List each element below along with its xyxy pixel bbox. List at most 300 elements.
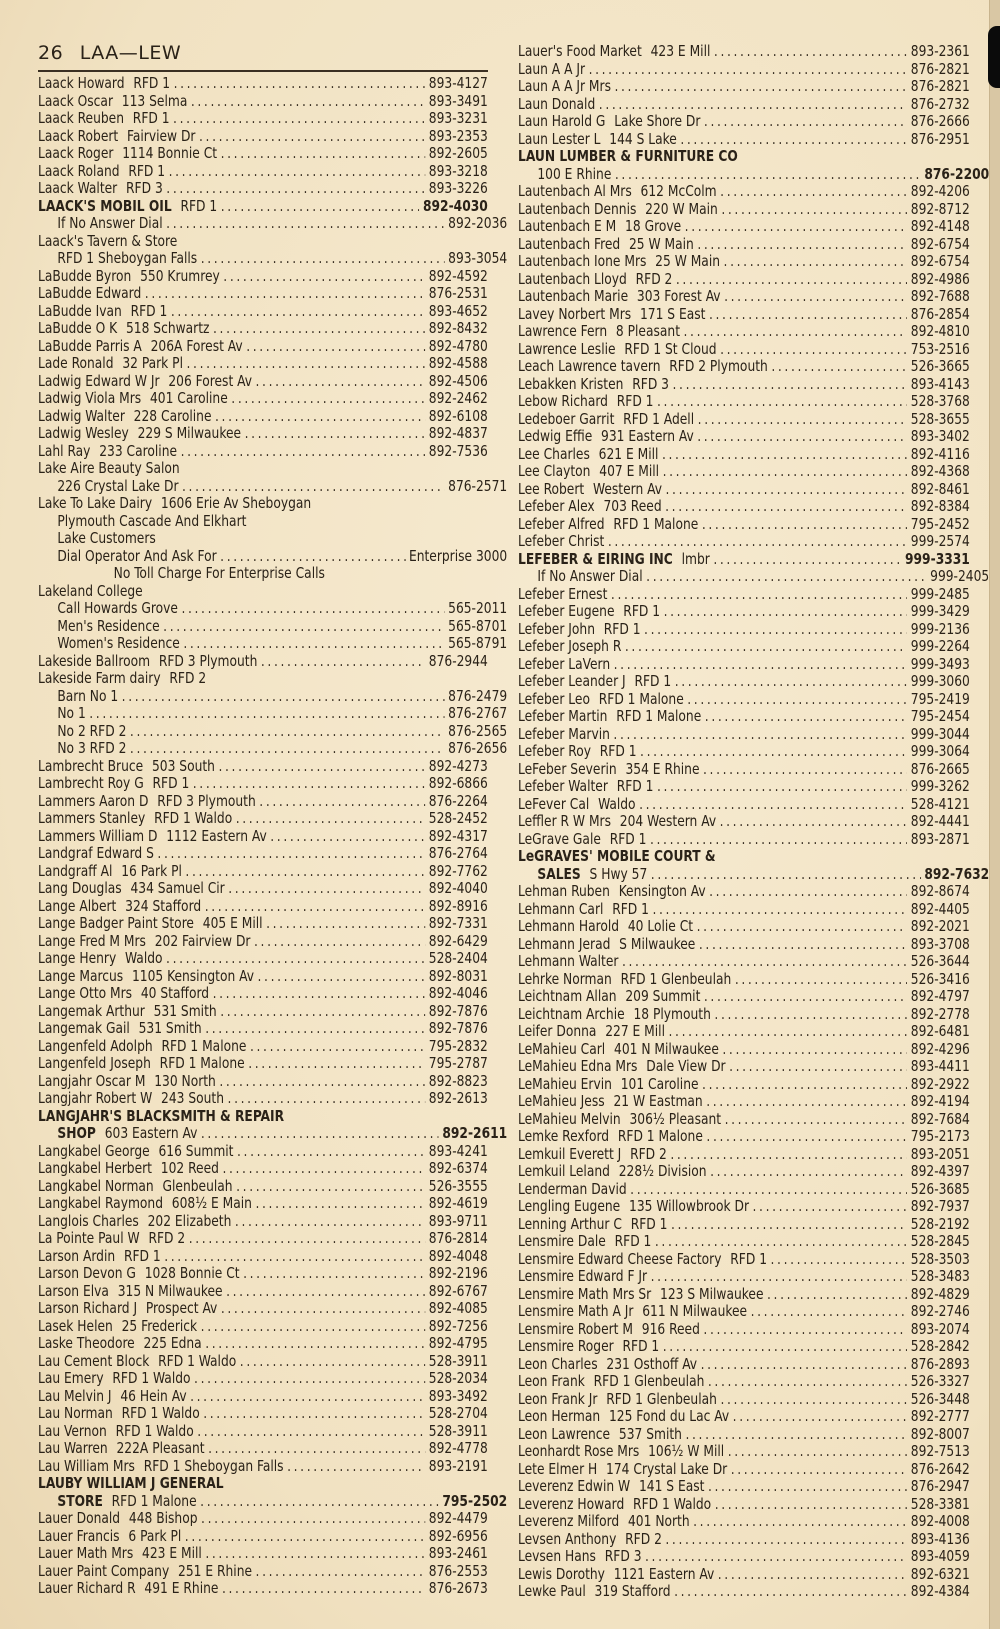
listing-row xyxy=(518,936,970,954)
listing-row xyxy=(38,163,488,181)
leader-dots xyxy=(197,1423,425,1441)
page-range: LAA—LEW xyxy=(79,42,182,64)
listing-phone: 892-4116 xyxy=(910,445,970,463)
listing-phone: 528-3911 xyxy=(428,1422,488,1440)
listing-phone: 893-3054 xyxy=(448,250,508,267)
listing-name: Lawrence Fern xyxy=(518,323,608,340)
leader-dots xyxy=(166,950,425,968)
listing-address: 251 E Rhine xyxy=(178,1562,253,1580)
listing-row xyxy=(518,1111,970,1129)
listing-row xyxy=(518,131,970,149)
listing-name: Laun Harold G xyxy=(518,113,606,130)
listing-name: Laack Robert xyxy=(38,127,119,145)
leader-dots xyxy=(666,481,908,499)
listing-row xyxy=(518,1128,970,1146)
leader-dots xyxy=(665,1531,907,1549)
listing-name: LeMahieu Ervin xyxy=(518,1075,612,1093)
listing-row xyxy=(518,603,970,621)
listing-row xyxy=(518,1146,970,1164)
listing-name: Larson Elva xyxy=(38,1282,109,1300)
listing-row xyxy=(518,1181,970,1199)
listing-name: Langkabel George xyxy=(38,1142,150,1160)
leader-dots xyxy=(613,726,907,744)
listing-phone: 528-2704 xyxy=(428,1405,488,1422)
listing-row xyxy=(518,148,970,166)
listing-address: RFD 1 xyxy=(614,1233,652,1250)
listing-row xyxy=(518,1443,970,1461)
listing-row xyxy=(518,428,970,446)
listing-row xyxy=(518,201,970,219)
leader-dots xyxy=(220,548,405,566)
listing-address: Western Av xyxy=(593,480,663,498)
listing-phone: 892-4441 xyxy=(910,813,970,830)
listing-phone: 892-8461 xyxy=(910,480,970,498)
leader-dots xyxy=(236,810,426,828)
listing-name: Lau Vernon xyxy=(38,1422,107,1440)
listing-name: Lefeber Eugene xyxy=(518,603,615,620)
listing-row xyxy=(38,355,488,373)
listing-phone: 892-4194 xyxy=(910,1093,970,1110)
listing-phone: 893-3492 xyxy=(428,1387,488,1405)
listing-row xyxy=(518,708,970,726)
listing-phone: 892-4085 xyxy=(428,1300,488,1317)
listing-name: Lau Cement Block xyxy=(38,1352,150,1370)
listing-phone: 893-4411 xyxy=(910,1058,970,1075)
leader-dots xyxy=(714,1006,907,1024)
listing-row xyxy=(518,726,970,744)
leader-dots xyxy=(657,393,907,411)
leader-dots xyxy=(201,1510,425,1528)
listing-row xyxy=(518,551,970,569)
leader-dots xyxy=(614,656,908,674)
listing-row xyxy=(518,376,970,394)
leader-dots xyxy=(753,1198,908,1216)
listing-row xyxy=(38,1213,488,1231)
listing-phone: 526-3644 xyxy=(910,953,970,970)
listing-name: Leon Charles xyxy=(518,1355,598,1373)
leader-dots xyxy=(157,845,425,863)
listing-name: Lehrke Norman xyxy=(518,970,612,988)
listing-address: 40 Stafford xyxy=(140,985,210,1002)
leader-dots xyxy=(721,201,907,219)
page-header xyxy=(38,42,488,72)
listing-phone: 892-7688 xyxy=(910,288,970,305)
listing-address: RFD 2 xyxy=(630,1145,667,1163)
listing-address: RFD 1 xyxy=(630,1215,668,1233)
leader-dots xyxy=(703,1321,907,1339)
listing-phone: 526-3555 xyxy=(428,1177,488,1195)
listing-address: 225 Edna xyxy=(143,1335,202,1352)
listing-phone: 892-4778 xyxy=(428,1440,488,1457)
leader-dots xyxy=(221,1300,425,1318)
listing-row xyxy=(38,1108,488,1126)
listing-phone: 876-2893 xyxy=(910,1355,970,1373)
listing-address: 16 Park Pl xyxy=(121,862,182,880)
listing-address: RFD 1 xyxy=(123,1247,161,1265)
listing-row xyxy=(518,1198,970,1216)
listing-phone: 876-2854 xyxy=(910,305,970,323)
listing-phone: 893-9711 xyxy=(428,1212,488,1230)
leader-dots xyxy=(615,166,921,184)
leader-dots xyxy=(145,285,425,303)
listing-phone: 892-4048 xyxy=(428,1247,488,1265)
listing-phone: 892-7632 xyxy=(924,865,990,883)
leader-dots xyxy=(705,708,907,726)
listing-row xyxy=(38,1423,488,1441)
listing-name: No 2 RFD 2 xyxy=(57,722,127,740)
listing-phone: 892-7256 xyxy=(428,1317,488,1335)
listing-name: Larson Devon G xyxy=(38,1265,136,1282)
listing-row xyxy=(518,1478,970,1496)
listing-name: Lambrecht Bruce xyxy=(38,757,144,775)
listing-row xyxy=(518,1251,970,1269)
listing-row xyxy=(518,1408,970,1426)
listing-row xyxy=(518,691,970,709)
listing-phone: 528-3483 xyxy=(910,1268,970,1285)
listing-phone: 876-2732 xyxy=(910,95,970,113)
listing-address: RFD 2 xyxy=(148,1230,186,1247)
listing-row xyxy=(38,390,488,408)
listing-phone: 795-2454 xyxy=(910,708,970,725)
listing-address: RFD 1 xyxy=(130,302,168,320)
listing-phone: 892-8031 xyxy=(428,967,488,985)
leader-dots xyxy=(187,355,426,373)
listing-name: Lautenbach E M xyxy=(518,218,617,235)
listing-address: 1606 Erie Av Sheboygan xyxy=(160,495,312,512)
listing-row xyxy=(38,530,507,548)
listing-row xyxy=(518,393,970,411)
listing-row xyxy=(38,1353,488,1371)
listing-name: Leverenz Edwin W xyxy=(518,1478,631,1495)
listing-phone: 795-2419 xyxy=(910,690,970,708)
listing-name: Ledeboer Garrit xyxy=(518,410,615,428)
listing-address: lmbr xyxy=(681,550,710,568)
listing-phone: 893-3226 xyxy=(428,180,488,197)
listing-phone: 892-7762 xyxy=(428,862,488,880)
listing-name: Langkabel Norman xyxy=(38,1177,154,1195)
listing-phone: 876-2767 xyxy=(448,705,508,722)
listing-address: RFD 1 xyxy=(623,603,661,620)
leader-dots xyxy=(651,1268,908,1286)
leader-dots xyxy=(710,1163,907,1181)
listing-name: Lefeber Martin xyxy=(518,708,608,725)
leader-dots xyxy=(243,1265,425,1283)
listing-name: Lee Clayton xyxy=(518,463,591,480)
listing-name: Lefeber John xyxy=(518,620,595,638)
listing-name: LaBudde Byron xyxy=(38,267,132,285)
listing-name: Lensmire Math A Jr xyxy=(518,1303,634,1320)
listing-phone: 893-4127 xyxy=(428,75,488,92)
leader-dots xyxy=(639,796,907,814)
listing-address: 106½ W Mill xyxy=(648,1443,725,1460)
listing-name: Leffler R W Mrs xyxy=(518,813,611,830)
listing-name: Leifer Donna xyxy=(518,1023,597,1040)
listing-row xyxy=(38,1510,488,1528)
listing-row xyxy=(518,1321,970,1339)
leader-dots xyxy=(722,1041,907,1059)
listing-name: Langkabel Raymond xyxy=(38,1195,164,1212)
listing-phone: 999-3493 xyxy=(910,655,970,673)
listing-address: Dale View Dr xyxy=(646,1058,726,1075)
listing-phone: 876-2665 xyxy=(910,760,970,778)
listing-name: Lauer Paint Company xyxy=(38,1562,170,1580)
listing-address: RFD 3 xyxy=(126,180,163,197)
listing-row xyxy=(518,78,970,96)
binder-hole-icon xyxy=(988,26,1000,88)
listing-name: Lensmire Edward F Jr xyxy=(518,1268,648,1285)
listing-address: 319 Stafford xyxy=(594,1583,671,1600)
leader-dots xyxy=(655,1233,907,1251)
listing-name: Laack's Tavern & Store xyxy=(38,232,178,250)
listing-name: 226 Crystal Lake Dr xyxy=(57,477,179,495)
leader-dots xyxy=(181,600,444,618)
listing-name: Lensmire Dale xyxy=(518,1233,606,1250)
listing-name: Lautenbach Lloyd xyxy=(518,270,627,288)
listing-name: STORE xyxy=(57,1492,103,1510)
listing-address: 102 Reed xyxy=(160,1160,219,1177)
listing-address: RFD 1 Waldo xyxy=(154,810,233,827)
listing-row xyxy=(38,425,488,443)
listing-address: S Milwaukee xyxy=(619,935,696,953)
listing-phone: 565-2011 xyxy=(448,600,508,617)
listing-phone: 892-4030 xyxy=(422,197,488,215)
listing-name: Langkabel Herbert xyxy=(38,1160,152,1177)
listing-name: No Toll Charge For Enterprise Calls xyxy=(113,565,325,582)
listing-phone: 795-2832 xyxy=(428,1037,488,1055)
listing-address: Kensington Av xyxy=(618,883,706,900)
leader-dots xyxy=(599,96,907,114)
listing-phone: 892-6866 xyxy=(428,775,488,792)
listing-address: RFD 1 Malone xyxy=(613,515,699,533)
leader-dots xyxy=(191,93,425,111)
leader-dots xyxy=(270,828,425,846)
listing-row xyxy=(518,516,970,534)
leader-dots xyxy=(199,128,425,146)
listing-phone: 876-2821 xyxy=(910,78,970,95)
listing-phone: 893-4059 xyxy=(910,1548,970,1565)
listing-name: Lange Otto Mrs xyxy=(38,985,133,1002)
listing-name: Lau Warren xyxy=(38,1440,108,1457)
listing-row xyxy=(38,968,488,986)
listing-name: Lautenbach Al Mrs xyxy=(518,183,632,200)
leader-dots xyxy=(706,1128,907,1146)
listing-name: Lammers Stanley xyxy=(38,810,146,827)
listing-name: Langenfeld Adolph xyxy=(38,1037,153,1055)
listing-address: RFD 1 xyxy=(599,743,637,760)
leader-dots xyxy=(614,78,907,96)
leader-dots xyxy=(589,61,908,79)
listing-row xyxy=(38,1143,488,1161)
listing-phone: 892-4829 xyxy=(910,1285,970,1303)
listing-phone: 999-3262 xyxy=(910,778,970,795)
listing-address: 550 Krumrey xyxy=(140,267,220,285)
listing-row xyxy=(38,583,488,601)
leader-dots xyxy=(713,551,901,569)
leader-dots xyxy=(714,43,907,61)
listing-name: LaBudde Ivan xyxy=(38,302,122,320)
listing-address: S Hwy 57 xyxy=(589,865,648,883)
leader-dots xyxy=(130,723,445,741)
listing-phone: 526-3448 xyxy=(910,1390,970,1408)
listing-row xyxy=(38,1563,488,1581)
listing-phone: 892-4619 xyxy=(428,1195,488,1212)
leader-dots xyxy=(718,1566,908,1584)
listing-row xyxy=(38,128,488,146)
listing-name: LaBudde Edward xyxy=(38,285,142,302)
leader-dots xyxy=(256,1563,426,1581)
listing-name: Landgraff Al xyxy=(38,862,113,880)
listing-name: Lau Norman xyxy=(38,1405,113,1422)
listing-phone: 526-3416 xyxy=(910,970,970,988)
listing-phone: 892-6108 xyxy=(428,407,488,425)
listing-name: Lefeber Alex xyxy=(518,498,595,515)
listing-address: 1028 Bonnie Ct xyxy=(144,1265,240,1282)
listing-address: RFD 1 xyxy=(730,1250,767,1268)
listing-phone: 892-4148 xyxy=(910,218,970,235)
listing-name: Levsen Anthony xyxy=(518,1530,617,1548)
listing-phone: 892-6321 xyxy=(910,1565,970,1583)
listing-phone: 892-4837 xyxy=(428,425,488,442)
listing-address: 202 Fairview Dr xyxy=(154,932,251,950)
leader-dots xyxy=(650,831,907,849)
listing-address: RFD 1 Malone xyxy=(617,1128,703,1145)
listing-row xyxy=(518,621,970,639)
listing-address: RFD 3 Plymouth xyxy=(158,652,258,670)
listing-row xyxy=(38,180,488,198)
listing-row xyxy=(38,513,507,531)
listing-address: 130 North xyxy=(154,1072,216,1090)
listing-row xyxy=(518,533,970,551)
listing-phone: 892-2922 xyxy=(910,1075,970,1093)
leader-dots xyxy=(640,743,907,761)
listing-row xyxy=(38,670,488,688)
listing-row xyxy=(38,950,488,968)
listing-phone: 893-4652 xyxy=(428,302,488,320)
listing-address: 621 E Mill xyxy=(598,445,659,463)
listing-name: Lehmann Walter xyxy=(518,953,619,970)
listing-phone: 876-2944 xyxy=(428,652,488,670)
listing-address: 25 Frederick xyxy=(121,1317,198,1335)
listing-phone: 876-2764 xyxy=(428,845,488,862)
listing-row xyxy=(38,1440,488,1458)
leader-dots xyxy=(699,936,907,954)
listing-phone: 892-2613 xyxy=(428,1090,488,1107)
listing-name: Lange Marcus xyxy=(38,967,124,985)
leader-dots xyxy=(767,1286,907,1304)
listing-name: Lauer's Food Market xyxy=(518,43,642,60)
listing-address: 611 N Milwaukee xyxy=(642,1303,748,1320)
listing-row xyxy=(518,218,970,236)
listing-phone: 528-3768 xyxy=(910,393,970,410)
leader-dots xyxy=(687,691,907,709)
listing-phone: 892-4008 xyxy=(910,1513,970,1530)
listing-row xyxy=(38,723,507,741)
listing-row xyxy=(518,341,970,359)
page-edge xyxy=(989,0,1000,1629)
leader-dots xyxy=(715,1496,908,1514)
listing-phone: 892-4368 xyxy=(910,463,970,480)
listing-address: 503 South xyxy=(151,757,215,775)
leader-dots xyxy=(702,516,907,534)
listing-phone: 893-3231 xyxy=(428,110,488,127)
listing-row xyxy=(38,1318,488,1336)
listing-row xyxy=(518,761,970,779)
listing-phone: 893-2353 xyxy=(428,127,488,145)
listing-row xyxy=(518,306,970,324)
leader-dots xyxy=(220,1003,425,1021)
listing-phone: 893-2461 xyxy=(428,1545,488,1562)
listing-name: Lau Emery xyxy=(38,1370,104,1387)
listing-name: LeFever Cal xyxy=(518,795,590,813)
leader-dots xyxy=(189,1230,426,1248)
listing-row xyxy=(518,971,970,989)
leader-dots xyxy=(183,635,444,653)
listing-phone: 892-6481 xyxy=(910,1023,970,1040)
listing-name: Larson Richard J xyxy=(38,1300,138,1317)
listing-row xyxy=(518,446,970,464)
listing-phone: 892-4506 xyxy=(428,372,488,390)
leader-dots xyxy=(709,883,907,901)
listing-address: 491 E Rhine xyxy=(144,1580,219,1597)
listing-address: 18 Grove xyxy=(625,218,682,235)
leader-dots xyxy=(657,778,907,796)
listing-row xyxy=(38,1090,488,1108)
listing-address: 40 Lolie Ct xyxy=(627,918,694,935)
leader-dots xyxy=(701,1356,908,1374)
listing-phone: 753-2516 xyxy=(910,340,970,358)
listing-phone: 892-4405 xyxy=(910,900,970,918)
listing-row xyxy=(38,618,507,636)
leader-dots xyxy=(663,463,908,481)
listing-row xyxy=(38,460,488,478)
listing-address: 6 Park Pl xyxy=(128,1527,182,1545)
listing-name: Laack Howard xyxy=(38,75,125,92)
listing-phone: 892-4296 xyxy=(910,1040,970,1058)
listing-phone: 528-4121 xyxy=(910,795,970,813)
listing-phone: 999-3331 xyxy=(904,550,970,568)
listing-address: RFD 1 Waldo xyxy=(633,1495,712,1513)
listing-row xyxy=(518,901,970,919)
listing-row xyxy=(38,320,488,338)
listing-phone: 999-2264 xyxy=(910,638,970,655)
leader-dots xyxy=(185,863,425,881)
leader-dots xyxy=(675,673,908,691)
listing-phone: 876-2553 xyxy=(428,1562,488,1580)
leader-dots xyxy=(729,1058,907,1076)
listing-phone: 528-2842 xyxy=(910,1338,970,1355)
listing-row xyxy=(518,1373,970,1391)
listing-address: 228 Caroline xyxy=(133,407,212,425)
leader-dots xyxy=(644,621,907,639)
listing-phone: 893-2074 xyxy=(910,1320,970,1338)
listing-phone: 893-2051 xyxy=(910,1145,970,1163)
listing-address: 608½ E Main xyxy=(171,1195,252,1212)
listing-name: Lefeber Marvin xyxy=(518,725,610,743)
listing-address: RFD 1 xyxy=(152,775,190,792)
leader-dots xyxy=(222,1580,425,1598)
listing-address: 204 Western Av xyxy=(619,813,717,830)
listing-row xyxy=(518,113,970,131)
listing-row xyxy=(38,1265,488,1283)
listing-phone: 892-2462 xyxy=(428,390,488,407)
listing-name: Lambrecht Roy G xyxy=(38,775,144,792)
leader-dots xyxy=(674,1583,907,1601)
listing-phone: 893-2191 xyxy=(428,1457,488,1475)
listing-phone: 892-2036 xyxy=(448,215,508,232)
listing-name: Lade Ronald xyxy=(38,355,114,372)
listing-address: 141 S East xyxy=(638,1478,705,1495)
leader-dots xyxy=(652,901,907,919)
